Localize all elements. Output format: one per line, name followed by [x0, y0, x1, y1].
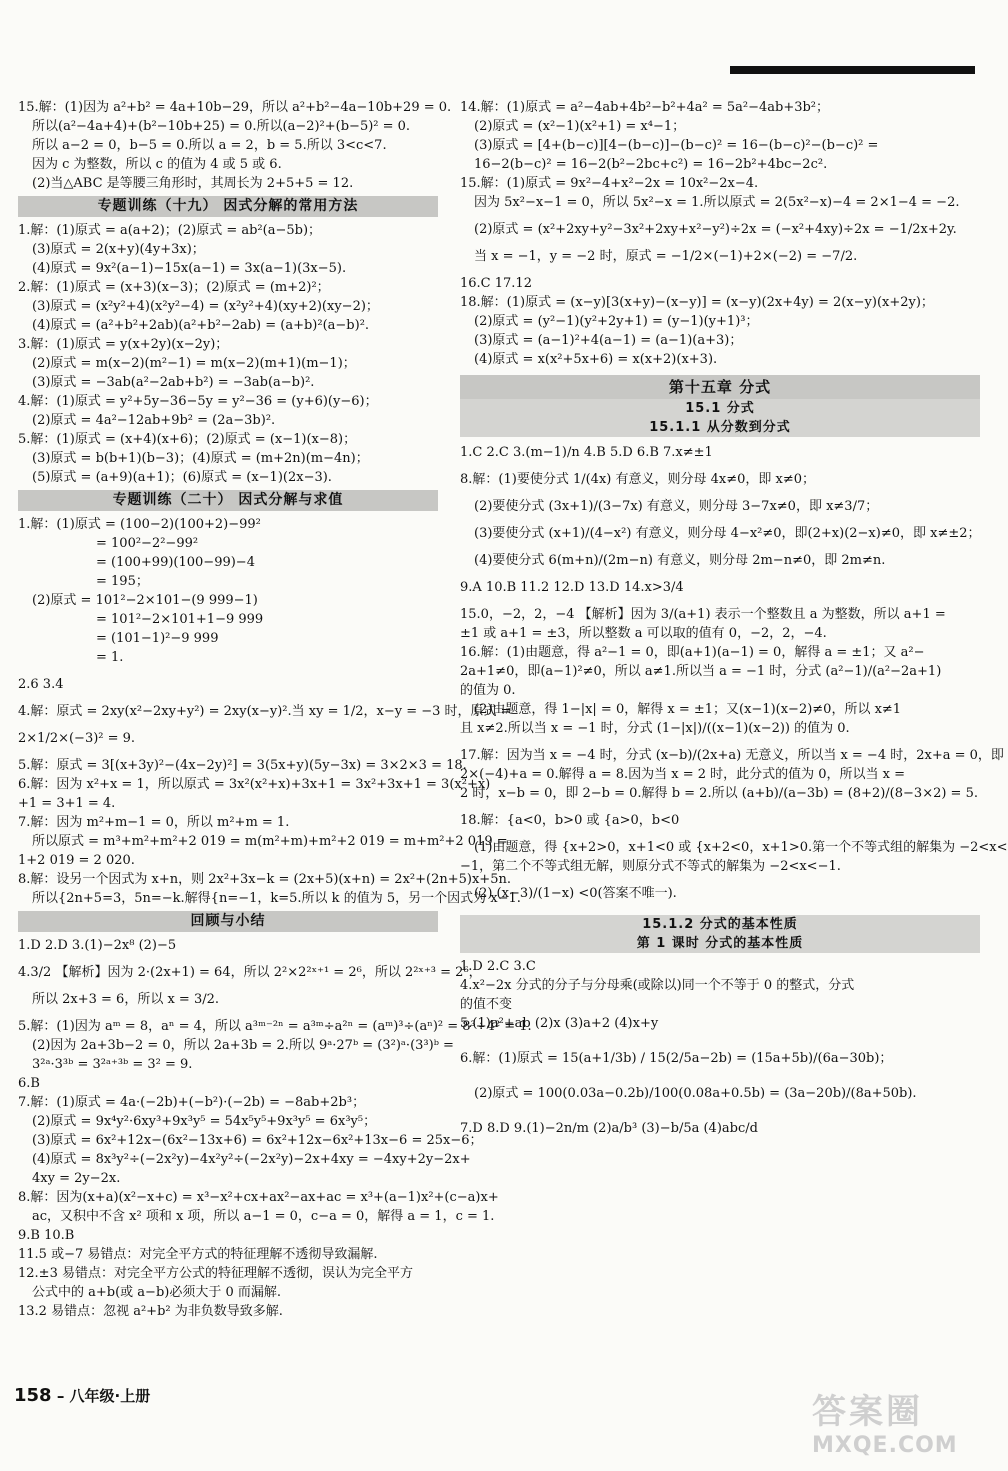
answer-line: 15.解：(1)因为 a²+b² = 4a+10b−29，所以 a²+b²−4a−10b+29 = 0.: [18, 100, 452, 115]
answer-line: 4.3/2 【解析】因为 2·(2x+1) = 64，所以 2²×2²ˣ⁺¹ = 2⁶，所以 2²ˣ⁺³ = 2⁶，: [18, 965, 482, 980]
answer-line: (2) (x−3)/(1−x) <0(答案不唯一).: [474, 886, 677, 901]
answer-line: 所以(a²−4a+4)+(b²−10b+25) = 0.所以(a−2)²+(b−5)² = 0.: [32, 119, 411, 134]
answer-line: (2)当△ABC 是等腰三角形时，其周长为 2+5+5 = 12.: [32, 176, 354, 191]
answer-line: (4)要使分式 6(m+n)/(2m−n) 有意义，则分母 2m−n≠0，即 2m≠n.: [474, 553, 886, 568]
answer-line: (4)原式 = x(x²+5x+6) = x(x+2)(x+3).: [474, 352, 718, 367]
answer-line: (2)原式 = 9x⁴y²·6xy³+9x³y⁵ = 54x⁵y⁵+9x³y⁵ = 6x³y⁵；: [32, 1114, 377, 1129]
subsection-heading: 15.1.1 从分数到分式: [460, 418, 980, 437]
answer-line: (3)原式 = [4+(b−c)][4−(b−c)]−(b−c)² = 16−(b−c)²−(b−c)² =: [474, 138, 879, 153]
answer-line: (3)原式 = 6x²+12x−(6x²−13x+6) = 6x²+12x−6x²+13x−6 = 25x−6；: [32, 1133, 483, 1148]
answer-line: = 1.: [96, 650, 124, 665]
answer-line: (2)由题意，得 1−|x| = 0，解得 x = ±1；又(x−1)(x−2)≠0，所以 x≠1: [474, 702, 902, 717]
section-heading: 专题训练（二十） 因式分解与求值: [18, 490, 438, 511]
answer-line: 7.解：因为 m²+m−1 = 0，所以 m²+m = 1.: [18, 815, 290, 830]
answer-line: 16−2(b−c)² = 16−2(b²−2bc+c²) = 16−2b²+4bc−2c².: [474, 157, 828, 172]
answer-line: 8.解：(1)要使分式 1/(4x) 有意义，则分母 4x≠0，即 x≠0；: [460, 472, 816, 487]
answer-line: +1 = 3+1 = 4.: [18, 796, 116, 811]
answer-line: −1，第二个不等式组无解，则原分式不等式的解集为 −2<x<−1.: [460, 859, 841, 874]
answer-line: 5.解：(1)因为 aᵐ = 8，aⁿ = 4，所以 a³ᵐ⁻²ⁿ = a³ᵐ÷a²ⁿ = (aᵐ)³÷(aⁿ)² = 8³÷4² = 1.: [18, 1019, 532, 1034]
answer-line: 6.解：因为 x²+x = 1，所以原式 = 3x²(x²+x)+3x+1 = 3x²+3x+1 = 3(x²+x): [18, 777, 491, 792]
answer-line: 3.解：(1)原式 = y(x+2y)(x−2y)；: [18, 337, 229, 352]
answer-block-15: [18, 98, 452, 193]
answer-line: 13.2 易错点：忽视 a²+b² 为非负数导致多解.: [18, 1304, 283, 1319]
answer-line: 14.解：(1)原式 = a²−4ab+4b²−b²+4a² = 5a²−4ab+3b²；: [460, 100, 830, 115]
answer-line: = 100²−2²−99²: [96, 536, 199, 551]
answer-line: 1+2 019 = 2 020.: [18, 853, 135, 868]
answer-line: 2×(−4)+a = 0.解得 a = 8.因为当 x = 2 时，此分式的值为 0，所以当 x =: [460, 767, 906, 782]
answer-line: 所以 a−2 = 0，b−5 = 0.所以 a = 2，b = 5.所以 3<c<7.: [32, 138, 387, 153]
answer-line: = (100+99)(100−99)−4: [96, 555, 255, 570]
page-footer: 158 – 八年级·上册: [14, 1385, 151, 1406]
answer-line: 6.B: [18, 1076, 40, 1091]
answer-line: 2.解：(1)原式 = (x+3)(x−3)；(2)原式 = (m+2)²；: [18, 280, 330, 295]
watermark-text: 答案圈: [812, 1392, 923, 1432]
chapter-heading-group: [460, 375, 980, 437]
answer-line: (3)原式 = (a−1)²+4(a−1) = (a−1)(a+3)；: [474, 333, 743, 348]
answer-line: (2)原式 = (x²+2xy+y²−3x²+2xy+x²−y²)÷2x = (−x²+4xy)÷2x = −1/2x+2y.: [474, 222, 957, 237]
chapter-heading: 第十五章 分式: [460, 375, 980, 399]
answer-line: (3)原式 = −3ab(a²−2ab+b²) = −3ab(a−b)².: [32, 375, 315, 390]
answer-line: 18.解：{a<0，b>0 或 {a>0，b<0: [460, 813, 680, 828]
section-heading: 15.1 分式: [460, 399, 980, 418]
answer-block-15-1-2: [460, 957, 980, 1138]
answer-line: 16.C 17.12: [460, 276, 532, 291]
answer-line: (5)原式 = (a+9)(a+1)；(6)原式 = (x−1)(2x−3).: [32, 470, 332, 485]
answer-line: 7.解：(1)原式 = 4a·(−2b)+(−b²)·(−2b) = −8ab+2b³；: [18, 1095, 366, 1110]
answer-line: 所以 2x+3 = 6，所以 x = 3/2.: [32, 992, 220, 1007]
answer-line: 所以原式 = m³+m²+m²+2 019 = m(m²+m)+m²+2 019 = m+m²+2 019 =: [32, 834, 508, 849]
answer-line: 2×1/2×(−3)² = 9.: [18, 731, 136, 746]
answer-line: (4)原式 = (a²+b²+2ab)(a²+b²−2ab) = (a+b)²(a−b)².: [32, 318, 370, 333]
answer-line: 12.±3 易错点：对完全平方公式的特征理解不透彻，误认为完全平方: [18, 1266, 413, 1281]
answer-line: 1.解：(1)原式 = (100−2)(100+2)−99²: [18, 517, 261, 532]
answer-line: (2)原式 = (x²−1)(x²+1) = x⁴−1；: [474, 119, 686, 134]
answer-line: 的值为 0.: [460, 683, 516, 698]
answer-line: 6.解：(1)原式 = 15(a+1/3b) / 15(2/5a−2b) = (15a+5b)/(6a−30b)；: [460, 1051, 893, 1066]
answer-line: 9.A 10.B 11.2 12.D 13.D 14.x>3/4: [460, 580, 684, 595]
answer-line: = 195；: [96, 574, 149, 589]
answer-line: ac，又积中不含 x² 项和 x 项，所以 a−1 = 0，c−a = 0，解得 a = 1，c = 1.: [32, 1209, 495, 1224]
answer-line: (4)原式 = 8x³y²÷(−2x²y)−4x²y²÷(−2x²y)−2x+4xy = −4xy+2y−2x+: [32, 1152, 471, 1167]
answer-block-training-19: [18, 221, 438, 487]
answer-line: 4.解：(1)原式 = y²+5y−36−5y = y²−36 = (y+6)(y−6)；: [18, 394, 378, 409]
watermark-logo: [812, 1384, 982, 1456]
section-heading: 15.1.2 分式的基本性质: [460, 915, 980, 934]
answer-line: 8.解：因为(x+a)(x²−x+c) = x³−x²+cx+ax²−ax+ac = x³+(a−1)x²+(c−a)x+: [18, 1190, 499, 1205]
answer-line: 2 时，x−b = 0，即 2−b = 0.解得 b = 2.所以 (a+b)/(a−3b) = (8+2)/(8−3×2) = 5.: [460, 786, 978, 801]
answer-line: 5.(1)a²+ab (2)x (3)a+2 (4)x+y: [460, 1016, 659, 1031]
answer-line: 4.解：原式 = 2xy(x²−2xy+y²) = 2xy(x−y)².当 xy = 1/2，x−y = −3 时，原式 =: [18, 704, 512, 719]
answer-line: (3)原式 = 2(x+y)(4y+3x)；: [32, 242, 205, 257]
answer-line: (3)原式 = b(b+1)(b−3)；(4)原式 = (m+2n)(m−4n)；: [32, 451, 369, 466]
answer-line: 7.D 8.D 9.(1)−2n/m (2)a/b³ (3)−b/5a (4)abc/d: [460, 1121, 758, 1136]
answer-line: (4)原式 = 9x²(a−1)−15x(a−1) = 3x(a−1)(3x−5).: [32, 261, 347, 276]
answer-line: (2)原式 = 101²−2×101−(9 999−1): [32, 593, 258, 608]
answer-line: 1.解：(1)原式 = a(a+2)；(2)原式 = ab²(a−5b)；: [18, 223, 322, 238]
answer-line: 因为 5x²−x−1 = 0，所以 5x²−x = 1.所以原式 = 2(5x²−x)−4 = 2×1−4 = −2.: [474, 195, 960, 210]
answer-line: 5.解：(1)原式 = (x+4)(x+6)；(2)原式 = (x−1)(x−8)；: [18, 432, 357, 447]
section-heading: 专题训练（十九） 因式分解的常用方法: [18, 196, 438, 217]
answer-line: 且 x≠2.所以当 x = −1 时，分式 (1−|x|)/((x−1)(x−2)) 的值为 0.: [460, 721, 850, 736]
answer-line: 2a+1≠0，即(a−1)²≠0，所以 a≠1.所以当 a = −1 时，分式 (a²−1)/(a²−2a+1): [460, 664, 942, 679]
answer-line: 3²ᵃ·3³ᵇ = 3²ᵃ⁺³ᵇ = 3² = 9.: [32, 1057, 193, 1072]
watermark-url: MXQE.COM: [812, 1433, 958, 1458]
page-number: 158: [14, 1385, 52, 1406]
right-column: [460, 98, 1008, 1138]
answer-line: (3)要使分式 (x+1)/(4−x²) 有意义，则分母 4−x²≠0，即(2+x)(2−x)≠0，即 x≠±2；: [474, 526, 981, 541]
answer-line: 8.解：设另一个因式为 x+n，则 2x²+3x−k = (2x+5)(x+n) = 2x²+(2n+5)x+5n.: [18, 872, 511, 887]
section-heading-group: [460, 915, 980, 953]
answer-line: 15.解：(1)原式 = 9x²−4+x²−2x = 10x²−2x−4.: [460, 176, 759, 191]
answer-line: 4.x²−2x 分式的分子与分母乘(或除以)同一个不等于 0 的整式，分式: [460, 978, 855, 993]
answer-line: (2)原式 = 100(0.03a−0.2b)/100(0.08a+0.5b) = (3a−20b)/(8a+50b).: [474, 1086, 917, 1101]
answer-line: 2.6 3.4: [18, 677, 64, 692]
section-heading: 回顾与小结: [18, 911, 438, 932]
answer-line: 所以{2n+5=3，5n=−k.解得{n=−1，k=5.所以 k 的值为 5，另一个因式为 x−1.: [32, 891, 521, 906]
lesson-heading: 第 1 课时 分式的基本性质: [460, 934, 980, 953]
answer-line: ±1 或 a+1 = ±3，所以整数 a 可以取的值有 0，−2，2，−4.: [460, 626, 827, 641]
answer-line: 公式中的 a+b(或 a−b)必须大于 0 而漏解.: [32, 1285, 282, 1300]
answer-line: 4xy = 2y−2x.: [32, 1171, 121, 1186]
header-rule: [730, 66, 975, 74]
grade-label: 八年级·上册: [69, 1387, 151, 1405]
answer-line: (2)因为 2a+3b−2 = 0，所以 2a+3b = 2.所以 9ᵃ·27ᵇ = (3²)ᵃ·(3³)ᵇ =: [32, 1038, 454, 1053]
answer-line: = 101²−2×101+1−9 999: [96, 612, 264, 627]
answer-line: 1.D 2.D 3.(1)−2x⁸ (2)−5: [18, 938, 177, 953]
answer-line: (1)由题意，得 {x+2>0，x+1<0 或 {x+2<0，x+1>0.第一个不等式组的解集为 −2<x<: [474, 840, 1008, 855]
answer-line: 9.B 10.B: [18, 1228, 75, 1243]
answer-line: 11.5 或−7 易错点：对完全平方式的特征理解不透彻导致漏解.: [18, 1247, 378, 1262]
answer-line: 15.0，−2，2，−4 【解析】因为 3/(a+1) 表示一个整数且 a 为整数，所以 a+1 =: [460, 607, 946, 622]
answer-line: (2)原式 = (y²−1)(y²+2y+1) = (y−1)(y+1)³；: [474, 314, 759, 329]
answer-line: 16.解：(1)由题意，得 a²−1 = 0，即(a+1)(a−1) = 0，解得 a = ±1；又 a²−: [460, 645, 925, 660]
answer-line: 17.解：因为当 x = −4 时，分式 (x−b)/(2x+a) 无意义，所以当 x = −4 时，2x+a = 0，即: [460, 748, 1004, 763]
answer-line: 的值不变: [460, 997, 513, 1012]
answer-line: 1.C 2.C 3.(m−1)/n 4.B 5.D 6.B 7.x≠±1: [460, 445, 713, 460]
answer-line: (2)原式 = 4a²−12ab+9b² = (2a−3b)².: [32, 413, 276, 428]
answer-line: 5.解：原式 = 3[(x+3y)²−(4x−2y)²] = 3(5x+y)(5y−3x) = 3×2×3 = 18.: [18, 758, 467, 773]
answer-block-14-18: [460, 98, 980, 369]
answer-line: = (101−1)²−9 999: [96, 631, 219, 646]
answer-block-15-1-1: [460, 443, 1008, 903]
answer-line: 当 x = −1，y = −2 时，原式 = −1/2×(−1)+2×(−2) = −7/2.: [474, 249, 858, 264]
answer-line: (2)原式 = m(x−2)(m²−1) = m(x−2)(m+1)(m−1)；: [32, 356, 356, 371]
answer-line: 因为 c 为整数，所以 c 的值为 4 或 5 或 6.: [32, 157, 282, 172]
answer-line: 18.解：(1)原式 = (x−y)[3(x+y)−(x−y)] = (x−y)(2x+4y) = 2(x−y)(x+2y)；: [460, 295, 934, 310]
answer-line: (3)原式 = (x²y²+4)(x²y²−4) = (x²y²+4)(xy+2)(xy−2)；: [32, 299, 379, 314]
answer-line: (2)要使分式 (3x+1)/(3−7x) 有意义，则分母 3−7x≠0，即 x≠3/7；: [474, 499, 879, 514]
answer-line: 1.D 2.C 3.C: [460, 959, 536, 974]
